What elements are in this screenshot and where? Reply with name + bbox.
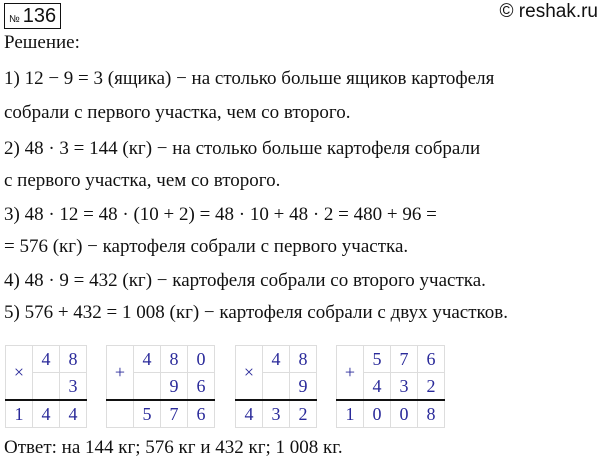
digit-cell [134,373,161,401]
digit-cell: 4 [33,346,60,373]
result-digit-cell: 0 [364,400,391,428]
column-calc [106,345,215,428]
digit-cell: 8 [161,346,188,373]
operator-sign: × [236,346,263,401]
operator-sign: + [337,346,364,401]
digit-cell: 9 [290,373,317,401]
solution-line: 5) 576 + 432 = 1 008 (кг) − картофеля собрали с двух участков. [4,302,509,323]
result-digit-cell: 1 [337,400,364,428]
operator-sign: + [107,346,134,401]
column-calc [235,345,317,428]
digit-cell: 8 [60,346,87,373]
column-calc [336,345,445,428]
digit-cell: 3 [60,373,87,401]
digit-cell: 2 [418,373,445,401]
digit-cell: 3 [391,373,418,401]
solution-line: собрали с первого участка, чем со второго. [4,102,351,123]
result-digit-cell: 6 [188,400,215,428]
copyright: © reshak.ru [499,1,598,22]
task-number: 136 [22,5,57,27]
operator-sign: × [6,346,33,401]
number-prefix: № [9,14,20,25]
answer: Ответ: на 144 кг; 576 кг и 432 кг; 1 008 кг. [4,437,343,458]
digit-cell: 4 [364,373,391,401]
digit-cell: 4 [134,346,161,373]
digit-cell: 4 [263,346,290,373]
result-digit-cell: 7 [161,400,188,428]
digit-cell [263,373,290,401]
digit-cell: 0 [188,346,215,373]
result-digit-cell: 5 [134,400,161,428]
digit-cell: 9 [161,373,188,401]
column-calc [5,345,87,428]
result-digit-cell: 3 [263,400,290,428]
solution-line: 2) 48 · 3 = 144 (кг) − на столько больше картофеля собрали [4,138,481,159]
digit-cell [33,373,60,401]
digit-cell: 5 [364,346,391,373]
solution-line: = 576 (кг) − картофеля собрали с первого участка. [4,236,409,257]
solution-line: 4) 48 · 9 = 432 (кг) − картофеля собрали со второго участка. [4,270,486,291]
solution-label: Решение: [4,32,80,53]
result-digit-cell: 0 [391,400,418,428]
solution-line: 3) 48 · 12 = 48 · (10 + 2) = 48 · 10 + 48 · 2 = 480 + 96 = [4,204,437,225]
digit-cell: 6 [188,373,215,401]
result-digit-cell: 1 [6,400,33,428]
digit-cell: 8 [290,346,317,373]
solution-line: 1) 12 − 9 = 3 (ящика) − на столько больше ящиков картофеля [4,68,495,89]
result-digit-cell [107,400,134,428]
result-digit-cell: 8 [418,400,445,428]
result-digit-cell: 4 [60,400,87,428]
result-digit-cell: 4 [236,400,263,428]
result-digit-cell: 2 [290,400,317,428]
digit-cell: 6 [418,346,445,373]
solution-line: с первого участка, чем со второго. [4,170,281,191]
digit-cell: 7 [391,346,418,373]
task-number-badge [4,3,61,29]
result-digit-cell: 4 [33,400,60,428]
